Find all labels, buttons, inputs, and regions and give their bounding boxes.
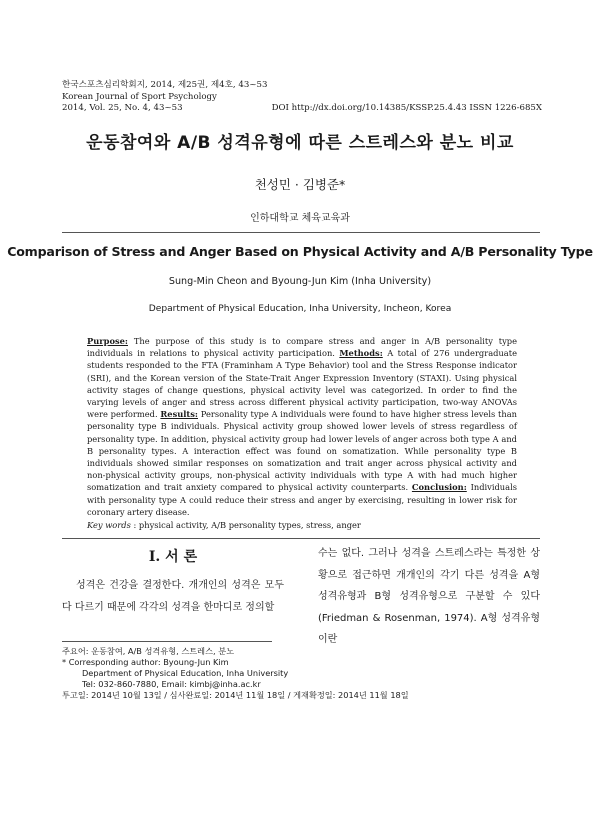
header-doi: DOI http://dx.doi.org/10.14385/KSSP.25.4.43 ISSN 1226-685X (271, 103, 542, 113)
footnote-corresponding-author: * Corresponding author: Byoung-Jun Kim (62, 657, 229, 667)
divider-bottom (62, 538, 540, 539)
footnote-dates: 투고일: 2014년 10월 13일 / 심사완료일: 2014년 11월 18일 / 게재확정일: 2014년 11월 18일 (62, 690, 409, 700)
footnote-divider (62, 641, 272, 642)
abstract-conclusion-label: Conclusion: (411, 482, 467, 493)
abstract-results-text: Personality type A individuals were found to have higher stress levels than personality type B individuals. Physical activity group showed lower levels of stress regardless of personality type. In addition, physical activity group had lower levels of anger across both type A and B personality types. A interaction effect was found on somatization. While personality type B individuals showed similar responses on somatization and trait anger across physical activity and non-physical activity groups, non-physical activity individuals with type A with had much higher somatization and trait anxiety compared to physical activity counterparts. (87, 409, 517, 493)
footnote-department: Department of Physical Education, Inha University (82, 668, 289, 678)
body-text-right: 수는 없다. 그러나 성격을 스트레스라는 특정한 상황으로 접근하면 개개인의 각기 다른 성격을 A형 성격유형과 B형 성격유형으로 구분할 수 있다(Friedman & Rosenman, 1974). A형 성격유형이란 (318, 548, 540, 645)
body-text-left: 성격은 건강을 결정한다. 개개인의 성격은 모두 다 다르기 때문에 각각의 성격을 한마디로 정의할 (62, 580, 284, 613)
footnote-korean-keywords: 주요어: 운동참여, A/B 성격유형, 스트레스, 분노 (62, 646, 235, 656)
divider-top (62, 232, 540, 233)
journal-header (62, 80, 542, 115)
abstract-methods-text: A total of 276 undergraduate students responded to the FTA (Framinham A Type Behavior) tool and the Stress Response indicator (SRI), and the Korean version of the State-Trait Anger Expression Inventory (STAXI). Using physical activity stages of change questions, physical activity level was categorized. In order to find the varying levels of anger and stress across different physical activity participation, two-way ANOVAs were performed. (87, 348, 517, 420)
footnotes (62, 646, 542, 701)
abstract-methods-label: Methods: (339, 348, 383, 359)
abstract-purpose-label: Purpose: (87, 336, 128, 346)
keywords-label: Key words (87, 520, 131, 530)
affiliation-korean: 인하대학교 체육교육과 (250, 213, 350, 224)
abstract-results-label: Results: (160, 409, 198, 420)
header-journal-name: Korean Journal of Sport Psychology (62, 91, 217, 102)
abstract-conclusion-text: Individuals with personality type A could reduce their stress and anger by exercising, resulting in lower risk for coronary artery disease. (87, 482, 518, 517)
header-line-ko: 한국스포츠심리학회지, 2014, 제25권, 제4호, 43~53 (62, 80, 268, 90)
authors-english: Sung-Min Cheon and Byoung-Jun Kim (Inha University) (168, 276, 432, 287)
paper-title-english: Comparison of Stress and Anger Based on Physical Activity and A/B Personality Type (7, 244, 593, 259)
keywords-text: : physical activity, A/B personality types, stress, anger (130, 520, 361, 530)
authors-korean: 천성민 · 김병준* (254, 177, 346, 192)
header-volume: 2014, Vol. 25, No. 4, 43~53 (62, 103, 183, 113)
affiliation-english: Department of Physical Education, Inha University, Incheon, Korea (148, 304, 452, 314)
body-column-right (318, 543, 540, 651)
footnote-contact: Tel: 032-860-7880, Email: kimbj@inha.ac.kr (82, 679, 261, 689)
paper-title-korean: 운동참여와 A/B 성격유형에 따른 스트레스와 분노 비교 (86, 133, 514, 153)
section-heading-introduction: I. 서 론 (148, 549, 198, 565)
keywords (87, 520, 517, 530)
body-column-left (62, 543, 284, 618)
abstract-purpose-text: The purpose of this study is to compare stress and anger in A/B personality type individuals in relations to physical activity participation. (87, 336, 517, 359)
abstract (87, 335, 517, 518)
